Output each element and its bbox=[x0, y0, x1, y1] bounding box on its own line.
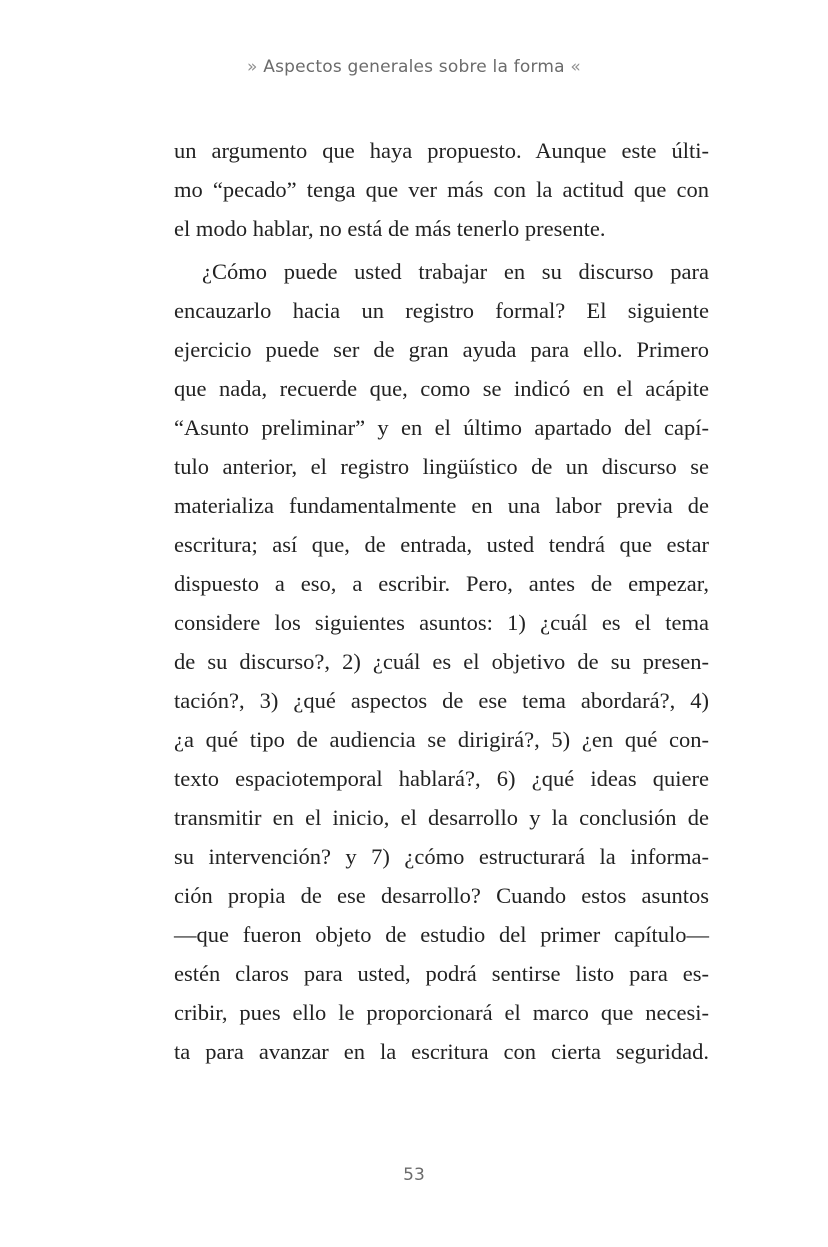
text-line: texto espaciotemporal hablará?, 6) ¿qué ideas quiere bbox=[174, 766, 709, 791]
text-line: un argumento que haya propuesto. Aunque este últi- bbox=[174, 138, 709, 163]
running-header bbox=[0, 57, 828, 77]
paragraph-1 bbox=[174, 131, 709, 248]
text-line: transmitir en el inicio, el desarrollo y la conclusión de bbox=[174, 805, 709, 830]
text-line: ta para avanzar en la escritura con cierta seguridad. bbox=[174, 1039, 709, 1064]
body-text bbox=[174, 131, 709, 1071]
text-line: mo “pecado” tenga que ver más con la actitud que con bbox=[174, 177, 709, 202]
text-line: cribir, pues ello le proporcionará el marco que necesi- bbox=[174, 1000, 709, 1025]
text-line: “Asunto preliminar” y en el último apartado del capí- bbox=[174, 415, 709, 440]
text-line: el modo hablar, no está de más tenerlo presente. bbox=[174, 216, 606, 241]
text-line: estén claros para usted, podrá sentirse listo para es- bbox=[174, 961, 709, 986]
text-line: tación?, 3) ¿qué aspectos de ese tema abordará?, 4) bbox=[174, 688, 709, 713]
text-line: escritura; así que, de entrada, usted tendrá que estar bbox=[174, 532, 709, 557]
text-line: tulo anterior, el registro lingüístico de un discurso se bbox=[174, 454, 709, 479]
text-line: ¿Cómo puede usted trabajar en su discurso para bbox=[202, 259, 709, 284]
paragraph-2 bbox=[174, 252, 709, 1071]
text-line: ejercicio puede ser de gran ayuda para ello. Primero bbox=[174, 337, 709, 362]
text-line: encauzarlo hacia un registro formal? El siguiente bbox=[174, 298, 709, 323]
header-close-mark: « bbox=[570, 57, 581, 77]
text-line: su intervención? y 7) ¿cómo estructurará la informa- bbox=[174, 844, 709, 869]
header-title: Aspectos generales sobre la forma bbox=[263, 57, 565, 77]
text-line: dispuesto a eso, a escribir. Pero, antes de empezar, bbox=[174, 571, 709, 596]
text-line: materializa fundamentalmente en una labor previa de bbox=[174, 493, 709, 518]
text-line: ¿a qué tipo de audiencia se dirigirá?, 5) ¿en qué con- bbox=[174, 727, 709, 752]
text-line: considere los siguientes asuntos: 1) ¿cuál es el tema bbox=[174, 610, 709, 635]
text-line: que nada, recuerde que, como se indicó en el acápite bbox=[174, 376, 709, 401]
text-line: de su discurso?, 2) ¿cuál es el objetivo de su presen- bbox=[174, 649, 709, 674]
page-number: 53 bbox=[403, 1165, 425, 1185]
header-open-mark: » bbox=[247, 57, 258, 77]
text-line: ción propia de ese desarrollo? Cuando estos asuntos bbox=[174, 883, 709, 908]
text-line: —que fueron objeto de estudio del primer capítulo— bbox=[174, 922, 709, 947]
